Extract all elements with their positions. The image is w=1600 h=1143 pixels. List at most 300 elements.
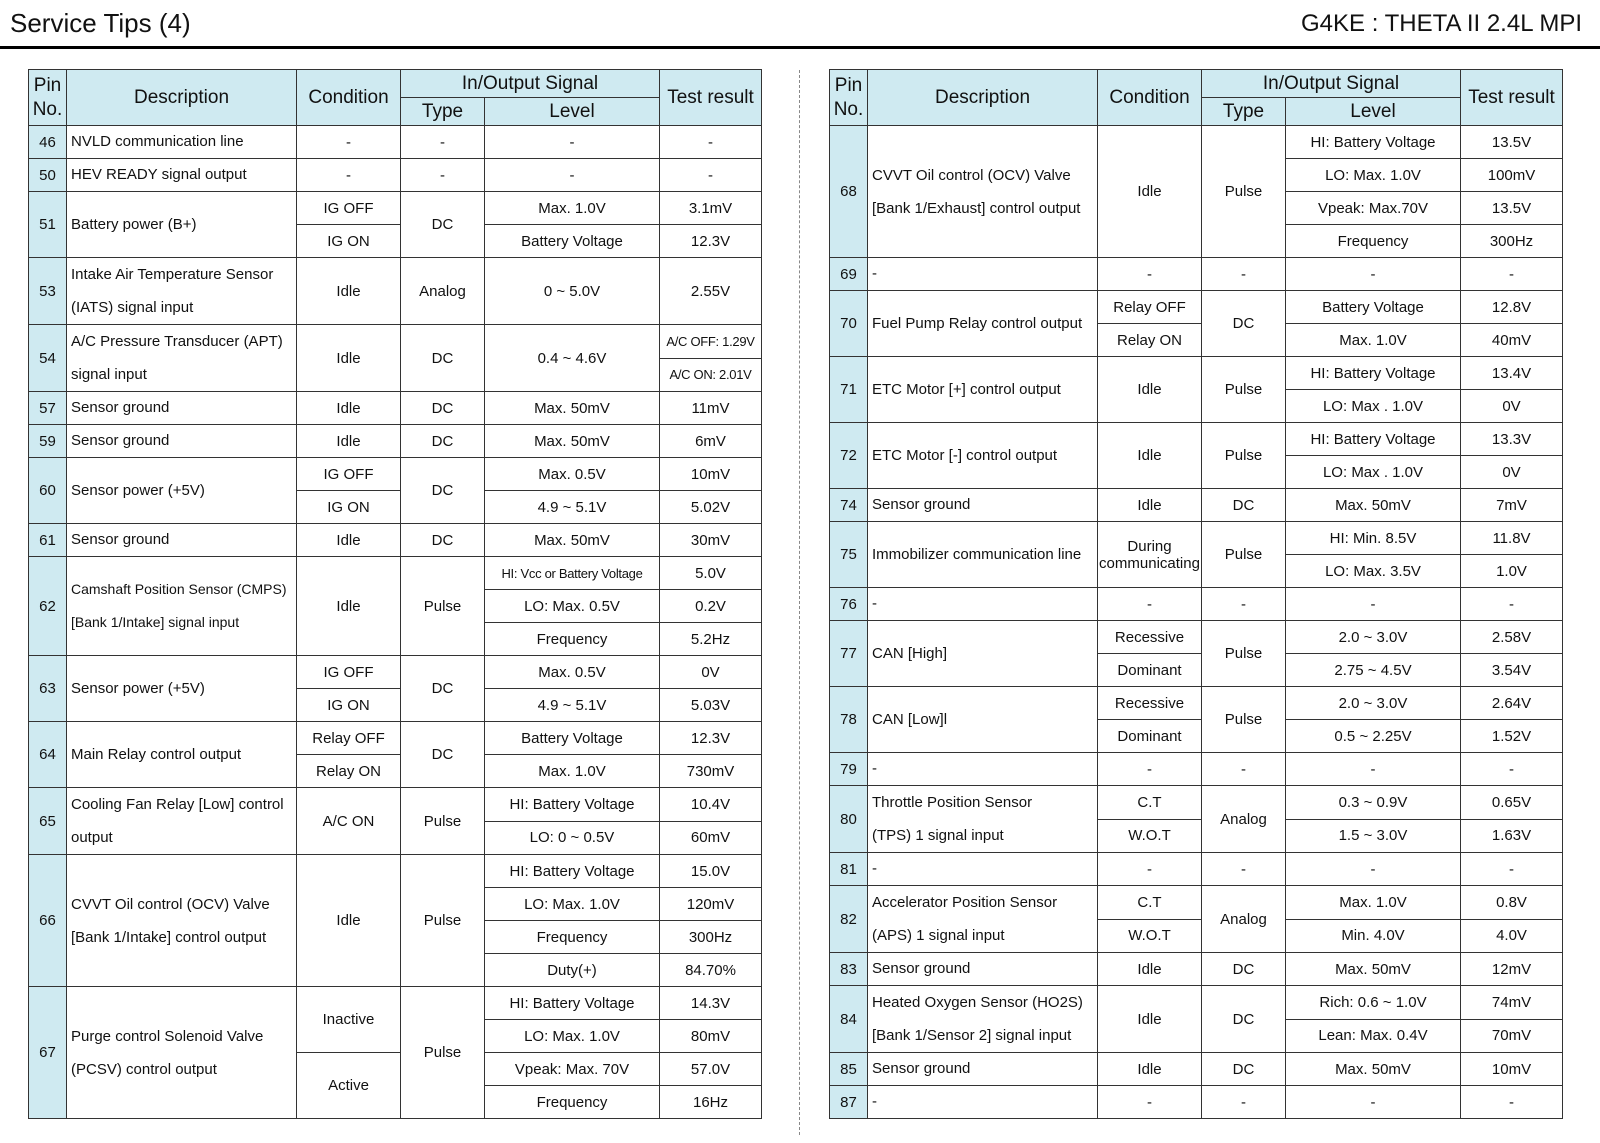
signal-type: Pulse: [1202, 126, 1286, 258]
signal-level: 2.75 ~ 4.5V: [1286, 654, 1461, 687]
pin-description: CVVT Oil control (OCV) Valve [Bank 1/Exhaust] control output: [868, 126, 1098, 258]
pin-description: -: [868, 853, 1098, 886]
table-row: [29, 656, 762, 689]
table-row: [830, 986, 1563, 1020]
test-result: 13.5V: [1461, 126, 1563, 159]
pin-number: 80: [830, 786, 868, 853]
table-row: [830, 126, 1563, 159]
pin-number: 82: [830, 886, 868, 953]
condition-cell: C.T: [1098, 886, 1202, 920]
pin-number: 76: [830, 588, 868, 621]
signal-level: LO: Max. 3.5V: [1286, 555, 1461, 588]
table-row: [29, 126, 762, 159]
signal-type: -: [1202, 588, 1286, 621]
header-condition: Condition: [297, 70, 401, 126]
signal-level: HI: Battery Voltage: [485, 987, 660, 1020]
condition-cell: IG OFF: [297, 192, 401, 225]
pin-number: 69: [830, 258, 868, 291]
pin-description: -: [868, 753, 1098, 786]
pin-description: Sensor ground: [868, 953, 1098, 986]
condition-cell: Idle: [297, 425, 401, 458]
test-result: 10mV: [660, 458, 762, 491]
condition-cell: Recessive: [1098, 621, 1202, 654]
test-result: 60mV: [660, 821, 762, 855]
pin-number: 65: [29, 788, 67, 855]
signal-type: DC: [1202, 986, 1286, 1053]
test-result: 74mV: [1461, 986, 1563, 1020]
condition-cell: Relay OFF: [297, 722, 401, 755]
condition-cell: IG OFF: [297, 656, 401, 689]
signal-type: Pulse: [401, 557, 485, 656]
cell-line: During: [1127, 537, 1172, 555]
pin-description: HEV READY signal output: [67, 159, 297, 192]
condition-cell: Idle: [1098, 357, 1202, 423]
pin-description: CVVT Oil control (OCV) Valve [Bank 1/Intake] control output: [67, 855, 297, 987]
table-row: [29, 524, 762, 557]
pin-description: Fuel Pump Relay control output: [868, 291, 1098, 357]
pin-description: NVLD communication line: [67, 126, 297, 159]
signal-level: Max. 0.5V: [485, 656, 660, 689]
test-result: 2.58V: [1461, 621, 1563, 654]
header-level: Level: [485, 98, 660, 126]
signal-level: -: [1286, 588, 1461, 621]
table-row: [29, 722, 762, 755]
pin-description: ETC Motor [-] control output: [868, 423, 1098, 489]
signal-level: Max. 1.0V: [485, 192, 660, 225]
test-result: 12.8V: [1461, 291, 1563, 324]
test-result: 0.8V: [1461, 886, 1563, 920]
test-result: -: [1461, 753, 1563, 786]
test-result: 0V: [1461, 456, 1563, 489]
condition-cell: Idle: [1098, 423, 1202, 489]
header-signal: In/Output Signal: [401, 70, 660, 98]
signal-level: Max. 1.0V: [1286, 324, 1461, 357]
test-result: 0.65V: [1461, 786, 1563, 820]
signal-level: HI: Vcc or Battery Voltage: [485, 557, 660, 590]
signal-level: 2.0 ~ 3.0V: [1286, 621, 1461, 654]
condition-cell: Relay OFF: [1098, 291, 1202, 324]
test-result: 0V: [660, 656, 762, 689]
signal-level: Frequency: [1286, 225, 1461, 258]
condition-cell: -: [1098, 258, 1202, 291]
test-result: 2.55V: [660, 258, 762, 325]
condition-cell: A/C ON: [297, 788, 401, 855]
signal-type: Pulse: [1202, 522, 1286, 588]
test-result: 13.4V: [1461, 357, 1563, 390]
pin-number: 60: [29, 458, 67, 524]
cell-line: communicating: [1099, 554, 1200, 572]
condition-cell: -: [297, 126, 401, 159]
test-result: 300Hz: [1461, 225, 1563, 258]
condition-cell: Idle: [297, 258, 401, 325]
pin-number: 68: [830, 126, 868, 258]
table-row: [29, 192, 762, 225]
pin-description: ETC Motor [+] control output: [868, 357, 1098, 423]
table-row: [830, 621, 1563, 654]
table-row: [29, 557, 762, 590]
test-result: 730mV: [660, 755, 762, 788]
signal-type: -: [1202, 853, 1286, 886]
test-result: -: [660, 126, 762, 159]
signal-level: HI: Battery Voltage: [485, 788, 660, 822]
condition-cell: Idle: [297, 557, 401, 656]
cell-line: (TPS) 1 signal input: [872, 827, 1004, 844]
signal-level: Rich: 0.6 ~ 1.0V: [1286, 986, 1461, 1020]
cell-line: Pin: [33, 74, 62, 96]
test-result: -: [1461, 258, 1563, 291]
pin-number: 51: [29, 192, 67, 258]
test-result: 0.2V: [660, 590, 762, 623]
signal-type: Pulse: [401, 987, 485, 1119]
table-row: [830, 786, 1563, 820]
pin-number: 54: [29, 325, 67, 392]
signal-level: 0 ~ 5.0V: [485, 258, 660, 325]
signal-type: DC: [401, 325, 485, 392]
test-result: 5.03V: [660, 689, 762, 722]
signal-level: HI: Battery Voltage: [1286, 423, 1461, 456]
signal-level: 0.4 ~ 4.6V: [485, 325, 660, 392]
cell-line: Throttle Position Sensor: [872, 794, 1033, 811]
table-row: [830, 853, 1563, 886]
test-result: -: [1461, 588, 1563, 621]
signal-level: Frequency: [485, 1086, 660, 1119]
test-result: 5.02V: [660, 491, 762, 524]
test-result: 1.52V: [1461, 720, 1563, 753]
signal-level: Vpeak: Max.70V: [1286, 192, 1461, 225]
signal-level: HI: Battery Voltage: [1286, 126, 1461, 159]
condition-cell: Idle: [1098, 126, 1202, 258]
pin-description: -: [868, 588, 1098, 621]
signal-level: -: [1286, 753, 1461, 786]
test-result: 15.0V: [660, 855, 762, 888]
table-row: [29, 392, 762, 425]
signal-level: 0.3 ~ 0.9V: [1286, 786, 1461, 820]
pin-description: [868, 886, 1098, 953]
condition-cell: Idle: [1098, 489, 1202, 522]
pin-description: Battery power (B+): [67, 192, 297, 258]
cell-line: Accelerator Position Sensor: [872, 894, 1058, 911]
signal-level: Max. 50mV: [485, 524, 660, 557]
signal-level: Battery Voltage: [485, 722, 660, 755]
cell-line: Heated Oxygen Sensor (HO2S): [872, 994, 1083, 1011]
table-row: [830, 522, 1563, 555]
table-row: [830, 489, 1563, 522]
test-result: 80mV: [660, 1020, 762, 1053]
pin-description: Cooling Fan Relay [Low] control output: [67, 788, 297, 855]
condition-cell: [1098, 522, 1202, 588]
signal-type: Pulse: [1202, 687, 1286, 753]
signal-level: Frequency: [485, 623, 660, 656]
pin-number: 85: [830, 1053, 868, 1086]
condition-cell: Dominant: [1098, 654, 1202, 687]
test-result: A/C ON: 2.01V: [660, 358, 762, 392]
pin-table-right: [829, 69, 1563, 1119]
pin-number: 77: [830, 621, 868, 687]
table-row: [830, 753, 1563, 786]
condition-cell: -: [1098, 588, 1202, 621]
condition-cell: Idle: [297, 524, 401, 557]
condition-cell: Idle: [297, 325, 401, 392]
signal-type: DC: [1202, 1053, 1286, 1086]
table-row: [830, 357, 1563, 390]
signal-type: DC: [401, 524, 485, 557]
signal-level: -: [485, 126, 660, 159]
condition-cell: C.T: [1098, 786, 1202, 820]
condition-cell: Inactive: [297, 987, 401, 1053]
pin-description: CAN [Low]l: [868, 687, 1098, 753]
pin-number: 66: [29, 855, 67, 987]
condition-cell: Idle: [297, 392, 401, 425]
condition-cell: Idle: [1098, 986, 1202, 1053]
table-row: [830, 423, 1563, 456]
signal-level: 4.9 ~ 5.1V: [485, 491, 660, 524]
header-description: Description: [868, 70, 1098, 126]
pin-number: 64: [29, 722, 67, 788]
test-result: 12mV: [1461, 953, 1563, 986]
table-row: [29, 855, 762, 888]
test-result: 11.8V: [1461, 522, 1563, 555]
test-result: -: [1461, 853, 1563, 886]
signal-level: 0.5 ~ 2.25V: [1286, 720, 1461, 753]
pin-description: Sensor ground: [868, 489, 1098, 522]
table-row: [29, 458, 762, 491]
table-row: [830, 291, 1563, 324]
pin-description: -: [868, 1086, 1098, 1119]
signal-level: LO: Max . 1.0V: [1286, 456, 1461, 489]
signal-type: DC: [401, 458, 485, 524]
signal-level: Max. 0.5V: [485, 458, 660, 491]
header-pin: [830, 70, 868, 126]
signal-level: Battery Voltage: [485, 225, 660, 258]
pin-description: -: [868, 258, 1098, 291]
pin-table-left: [28, 69, 762, 1119]
cell-line: No.: [833, 98, 864, 120]
condition-cell: -: [1098, 753, 1202, 786]
condition-cell: Relay ON: [1098, 324, 1202, 357]
test-result: 11mV: [660, 392, 762, 425]
signal-level: Battery Voltage: [1286, 291, 1461, 324]
pin-number: 78: [830, 687, 868, 753]
test-result: 3.1mV: [660, 192, 762, 225]
signal-level: 1.5 ~ 3.0V: [1286, 819, 1461, 853]
condition-cell: Active: [297, 1053, 401, 1119]
test-result: 6mV: [660, 425, 762, 458]
header-type: Type: [401, 98, 485, 126]
signal-type: DC: [1202, 291, 1286, 357]
table-row: [830, 588, 1563, 621]
header-signal: In/Output Signal: [1202, 70, 1461, 98]
table-row: [29, 425, 762, 458]
test-result: 4.0V: [1461, 919, 1563, 953]
signal-level: -: [485, 159, 660, 192]
signal-level: Max. 50mV: [485, 392, 660, 425]
pin-number: 46: [29, 126, 67, 159]
condition-cell: Idle: [1098, 953, 1202, 986]
pin-description: Sensor ground: [67, 425, 297, 458]
signal-type: Pulse: [401, 788, 485, 855]
signal-type: -: [1202, 1086, 1286, 1119]
condition-cell: -: [1098, 1086, 1202, 1119]
pin-description: Sensor power (+5V): [67, 656, 297, 722]
signal-level: Max. 50mV: [1286, 953, 1461, 986]
signal-level: HI: Battery Voltage: [1286, 357, 1461, 390]
header-description: Description: [67, 70, 297, 126]
signal-level: LO: 0 ~ 0.5V: [485, 821, 660, 855]
pin-number: 59: [29, 425, 67, 458]
test-result: 5.2Hz: [660, 623, 762, 656]
condition-cell: Idle: [297, 855, 401, 987]
page-title: Service Tips (4): [10, 8, 191, 38]
signal-level: Lean: Max. 0.4V: [1286, 1019, 1461, 1053]
pin-description: Sensor ground: [67, 392, 297, 425]
pin-description: Sensor power (+5V): [67, 458, 297, 524]
table-row: [830, 1086, 1563, 1119]
cell-line: No.: [32, 98, 63, 120]
signal-level: 4.9 ~ 5.1V: [485, 689, 660, 722]
condition-cell: IG ON: [297, 689, 401, 722]
pin-description: A/C Pressure Transducer (APT) signal input: [67, 325, 297, 392]
column-divider: [799, 70, 800, 1135]
signal-level: HI: Battery Voltage: [485, 855, 660, 888]
pin-description: Main Relay control output: [67, 722, 297, 788]
pin-number: 72: [830, 423, 868, 489]
test-result: -: [660, 159, 762, 192]
signal-type: -: [1202, 753, 1286, 786]
signal-level: HI: Min. 8.5V: [1286, 522, 1461, 555]
cell-line: [Bank 1/Sensor 2] signal input: [872, 1027, 1072, 1044]
pin-description: Purge control Solenoid Valve (PCSV) control output: [67, 987, 297, 1119]
table-row: [29, 788, 762, 822]
pin-number: 53: [29, 258, 67, 325]
header-condition: Condition: [1098, 70, 1202, 126]
signal-type: -: [401, 159, 485, 192]
pin-number: 63: [29, 656, 67, 722]
signal-type: DC: [401, 392, 485, 425]
pin-description: Sensor ground: [868, 1053, 1098, 1086]
test-result: 2.64V: [1461, 687, 1563, 720]
condition-cell: IG ON: [297, 225, 401, 258]
signal-level: Max. 50mV: [485, 425, 660, 458]
signal-level: -: [1286, 853, 1461, 886]
test-result: 13.5V: [1461, 192, 1563, 225]
condition-cell: -: [1098, 853, 1202, 886]
pin-number: 87: [830, 1086, 868, 1119]
pin-description: [868, 986, 1098, 1053]
pin-description: Intake Air Temperature Sensor (IATS) signal input: [67, 258, 297, 325]
signal-level: LO: Max. 0.5V: [485, 590, 660, 623]
signal-level: Duty(+): [485, 954, 660, 987]
signal-type: DC: [401, 656, 485, 722]
test-result: 5.0V: [660, 557, 762, 590]
test-result: 3.54V: [1461, 654, 1563, 687]
signal-type: DC: [401, 425, 485, 458]
signal-level: LO: Max . 1.0V: [1286, 390, 1461, 423]
test-result: 12.3V: [660, 722, 762, 755]
test-result: 12.3V: [660, 225, 762, 258]
pin-description: Sensor ground: [67, 524, 297, 557]
signal-type: Pulse: [1202, 621, 1286, 687]
condition-cell: W.O.T: [1098, 919, 1202, 953]
signal-type: Pulse: [1202, 357, 1286, 423]
signal-level: Max. 1.0V: [485, 755, 660, 788]
signal-level: 2.0 ~ 3.0V: [1286, 687, 1461, 720]
pin-number: 70: [830, 291, 868, 357]
test-result: 1.63V: [1461, 819, 1563, 853]
test-result: 57.0V: [660, 1053, 762, 1086]
signal-type: Pulse: [401, 855, 485, 987]
signal-level: -: [1286, 1086, 1461, 1119]
table-row: [830, 1053, 1563, 1086]
pin-description: [868, 786, 1098, 853]
test-result: 14.3V: [660, 987, 762, 1020]
pin-description: CAN [High]: [868, 621, 1098, 687]
test-result: 70mV: [1461, 1019, 1563, 1053]
signal-type: -: [401, 126, 485, 159]
cell-line: Pin: [834, 74, 863, 96]
pin-number: 62: [29, 557, 67, 656]
pin-number: 79: [830, 753, 868, 786]
table-row: [29, 987, 762, 1020]
condition-cell: -: [297, 159, 401, 192]
pin-number: 67: [29, 987, 67, 1119]
signal-level: Max. 1.0V: [1286, 886, 1461, 920]
header-pin: [29, 70, 67, 126]
signal-level: -: [1286, 258, 1461, 291]
test-result: 13.3V: [1461, 423, 1563, 456]
signal-level: Max. 50mV: [1286, 1053, 1461, 1086]
signal-type: DC: [1202, 953, 1286, 986]
test-result: -: [1461, 1086, 1563, 1119]
table-row: [830, 886, 1563, 920]
signal-type: Analog: [1202, 886, 1286, 953]
cell-line: (APS) 1 signal input: [872, 927, 1005, 944]
pin-number: 71: [830, 357, 868, 423]
signal-type: DC: [401, 722, 485, 788]
test-result: 40mV: [1461, 324, 1563, 357]
table-row: [830, 953, 1563, 986]
pin-number: 84: [830, 986, 868, 1053]
header-test-result: Test result: [1461, 70, 1563, 126]
condition-cell: Idle: [1098, 1053, 1202, 1086]
condition-cell: IG OFF: [297, 458, 401, 491]
signal-level: Frequency: [485, 921, 660, 954]
condition-cell: W.O.T: [1098, 819, 1202, 853]
header-test-result: Test result: [660, 70, 762, 126]
test-result: 7mV: [1461, 489, 1563, 522]
condition-cell: Recessive: [1098, 687, 1202, 720]
pin-description: Immobilizer communication line: [868, 522, 1098, 588]
condition-cell: Dominant: [1098, 720, 1202, 753]
pin-number: 75: [830, 522, 868, 588]
signal-level: LO: Max. 1.0V: [485, 888, 660, 921]
signal-type: -: [1202, 258, 1286, 291]
test-result: 300Hz: [660, 921, 762, 954]
condition-cell: IG ON: [297, 491, 401, 524]
test-result: 0V: [1461, 390, 1563, 423]
test-result: 30mV: [660, 524, 762, 557]
test-result: 1.0V: [1461, 555, 1563, 588]
signal-type: Analog: [401, 258, 485, 325]
signal-level: Min. 4.0V: [1286, 919, 1461, 953]
table-row: [830, 258, 1563, 291]
signal-level: LO: Max. 1.0V: [1286, 159, 1461, 192]
test-result: 120mV: [660, 888, 762, 921]
signal-level: LO: Max. 1.0V: [485, 1020, 660, 1053]
test-result: 10.4V: [660, 788, 762, 822]
pin-number: 74: [830, 489, 868, 522]
table-row: [29, 325, 762, 359]
signal-type: DC: [401, 192, 485, 258]
